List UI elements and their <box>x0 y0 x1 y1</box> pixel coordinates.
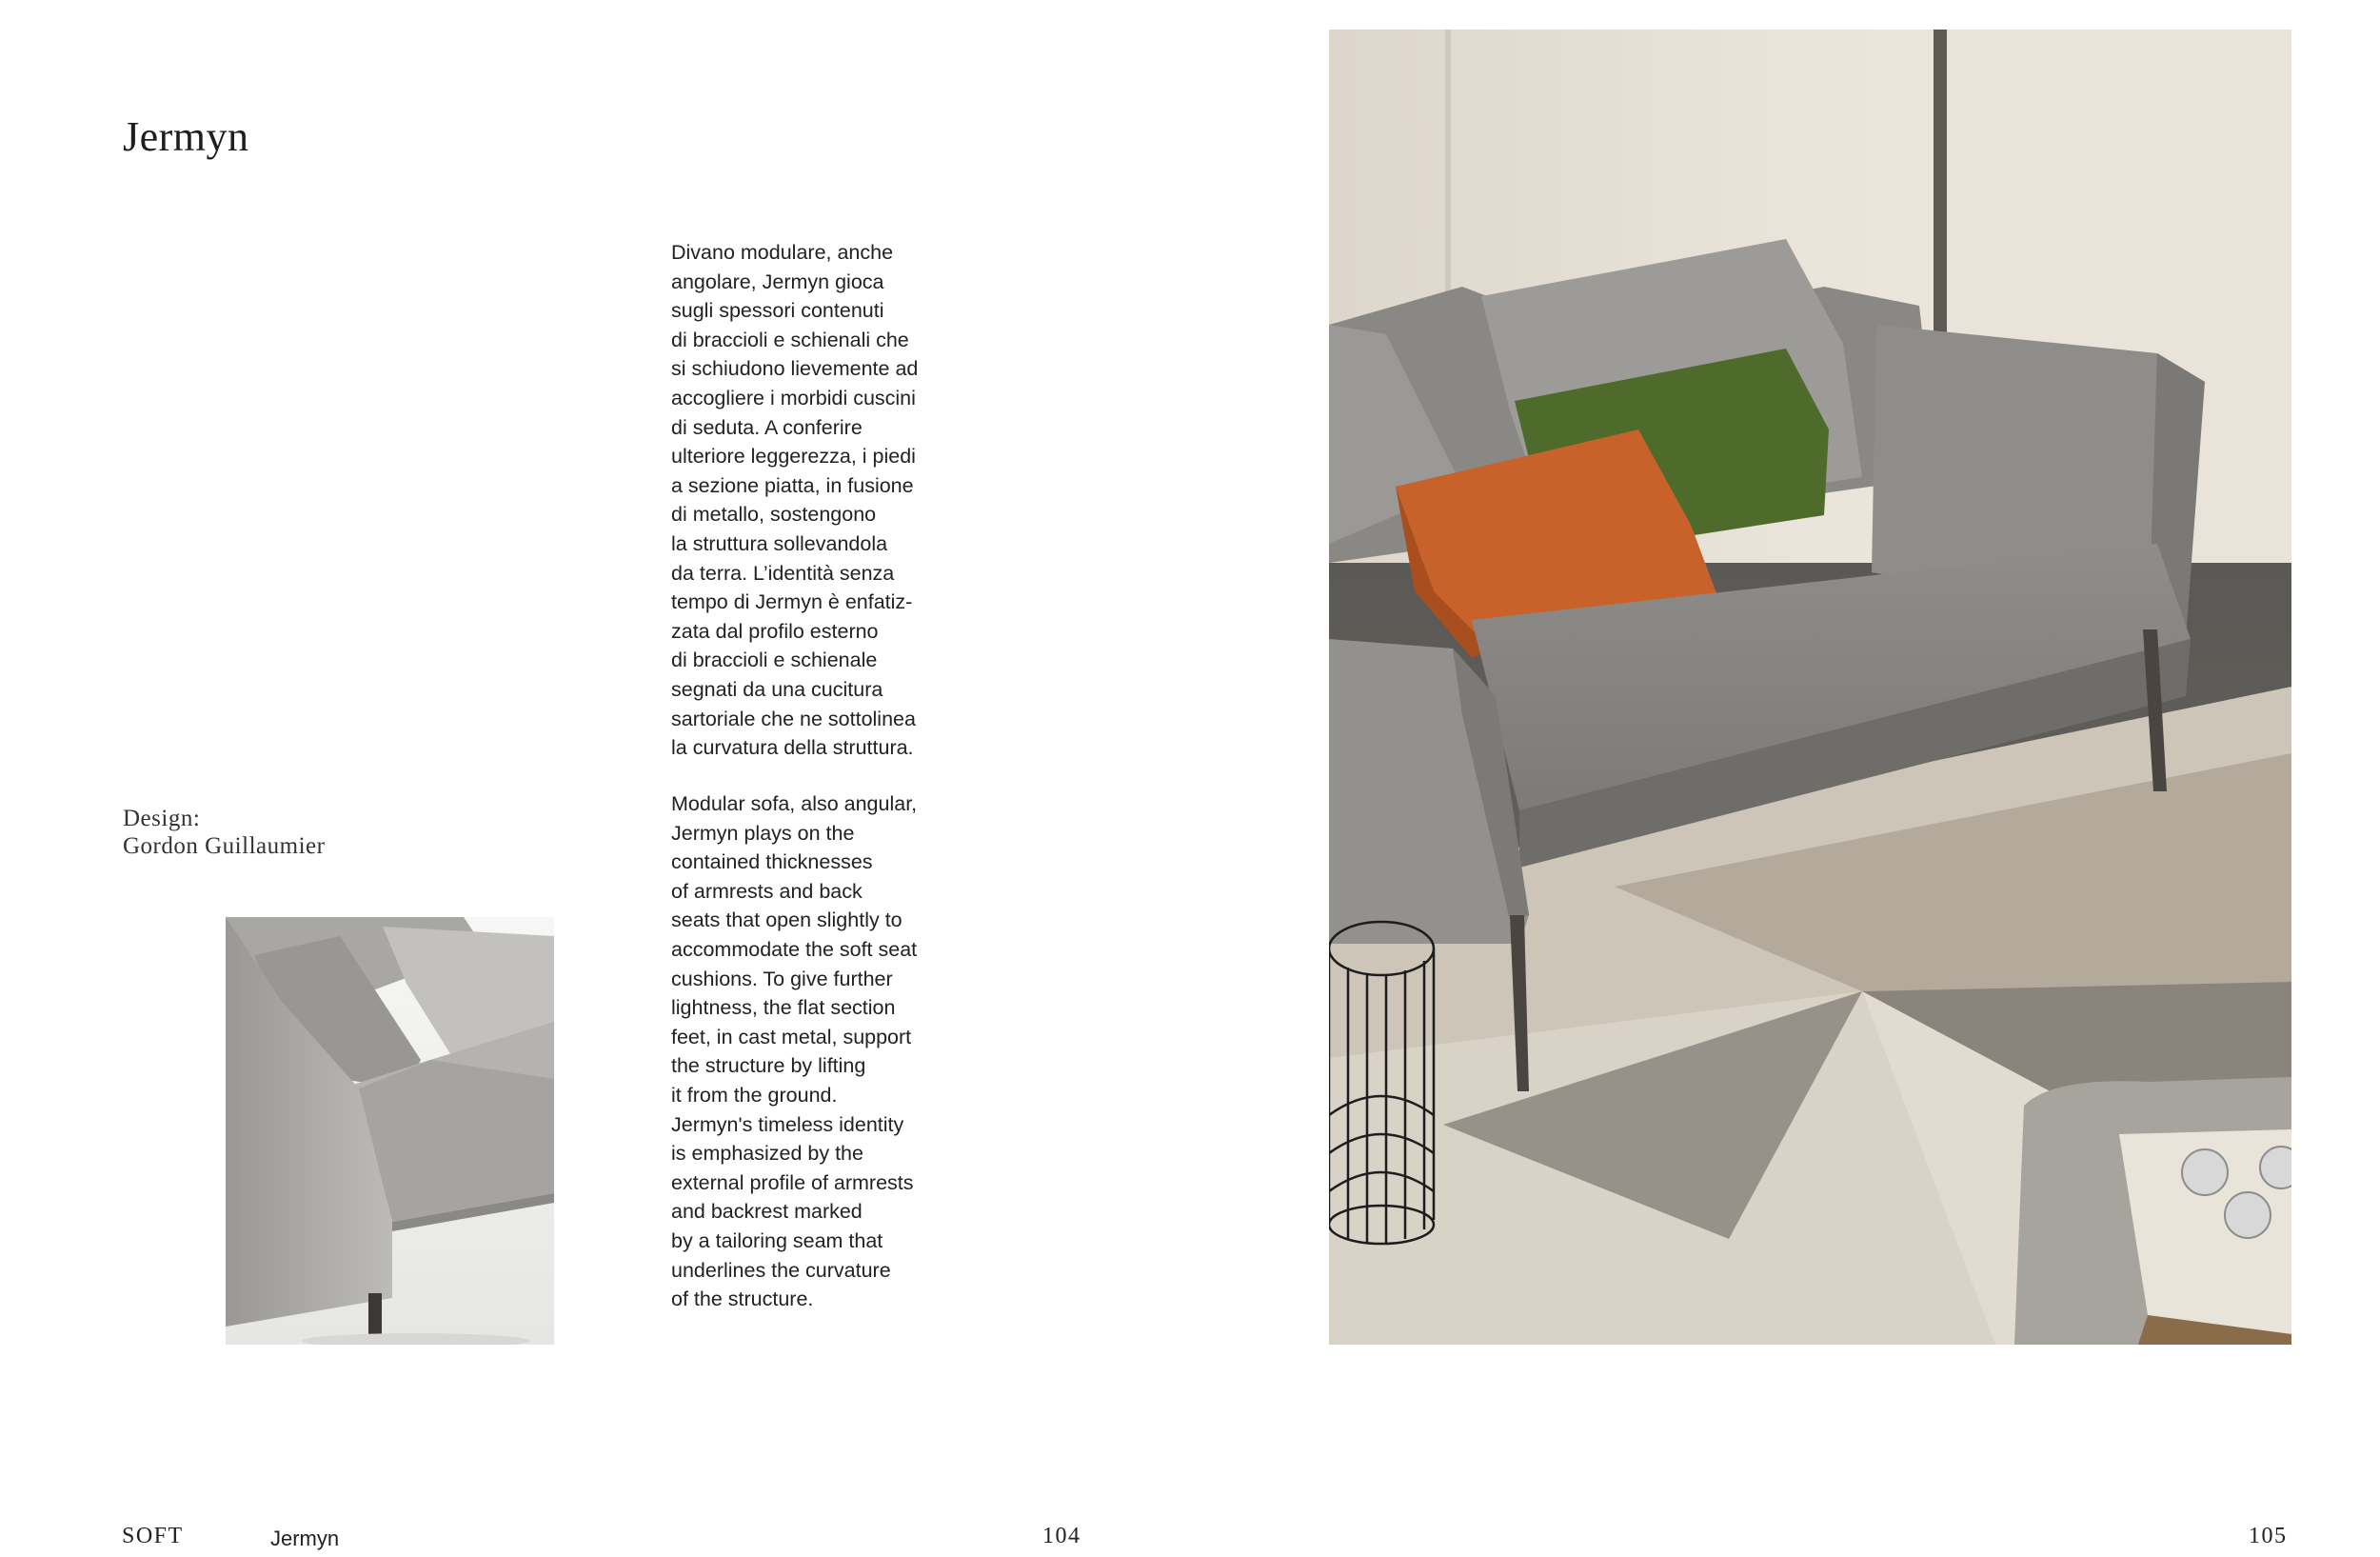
sofa-room-photo <box>1329 30 2291 1345</box>
description-english: Modular sofa, also angular, Jermyn plays on the contained thicknesses of armrests and back seats that open slightly to accommodate the soft seat cushions. To give further lightness, the flat section feet, in cast metal, support the structure by lifting it from the ground. Jermyn's timeless identity is emphasized by the external profile of armrests and backrest marked by a tailoring seam that underlines the curvature of the structure. <box>671 792 918 1311</box>
sofa-detail-photo <box>226 917 554 1345</box>
footer-product: Jermyn <box>270 1527 340 1550</box>
designer-name: Gordon Guillaumier <box>123 833 326 859</box>
sofa-detail-illustration <box>226 917 554 1345</box>
sofa-room-illustration <box>1329 30 2291 1345</box>
design-label: Design: <box>123 806 201 831</box>
page-title: Jermyn <box>123 113 249 160</box>
design-credit <box>123 805 325 860</box>
page-number-right: 105 <box>2249 1524 2288 1548</box>
description-italian: Divano modulare, anche angolare, Jermyn gioca sugli spessori contenuti di braccioli e schienali che si schiudono lievemente ad accogliere i morbidi cuscini di seduta. A conferire ulteriore leggerezza, i piedi a sezione piatta, in fusione di metallo, sostengono la struttura sollevandola da terra. L’identità senza tempo di Jermyn è enfatiz- zata dal profilo esterno di braccioli e schienale segnati da una cucitura sartoriale che ne sottolinea la curvatura della struttura. <box>671 241 919 760</box>
footer-section: SOFT <box>122 1524 184 1548</box>
page-number-left: 104 <box>1042 1524 1081 1548</box>
